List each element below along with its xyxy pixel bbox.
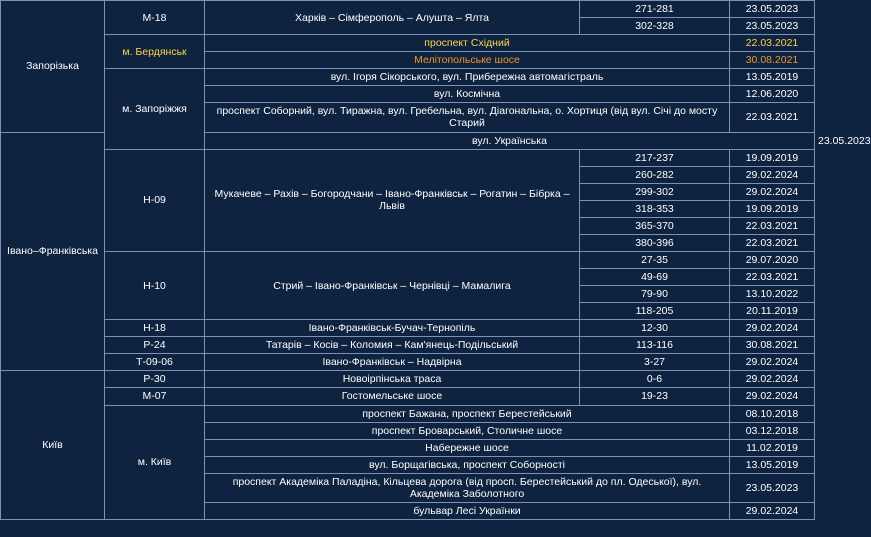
date-cell: 29.02.2024: [730, 371, 815, 388]
route-cell: М-07: [105, 388, 205, 405]
date-cell: 03.12.2018: [730, 422, 815, 439]
km-cell: 318-353: [580, 200, 730, 217]
table-row: [1, 371, 815, 388]
km-cell: 113-116: [580, 337, 730, 354]
road-name-cell: Гостомельське шосе: [205, 388, 580, 405]
road-name-cell: Івано-Франківськ-Бучач-Тернопіль: [205, 320, 580, 337]
date-cell: 13.10.2022: [730, 286, 815, 303]
table-row: [1, 69, 815, 86]
date-cell: 29.02.2024: [730, 320, 815, 337]
route-cell: Р-30: [105, 371, 205, 388]
route-cell: М-18: [105, 1, 205, 35]
table-row: [1, 354, 815, 371]
table-row: [1, 320, 815, 337]
km-cell: 302-328: [580, 18, 730, 35]
date-cell: 29.02.2024: [730, 166, 815, 183]
km-cell: 380-396: [580, 234, 730, 251]
road-name-cell: Новоірпінська траса: [205, 371, 580, 388]
road-name-cell: Мелітопольське шосе: [205, 52, 730, 69]
date-cell: 11.02.2019: [730, 439, 815, 456]
table-row: [1, 1, 815, 18]
date-cell: 22.03.2021: [730, 269, 815, 286]
road-name-cell: проспект Броварський, Столичне шосе: [205, 422, 730, 439]
km-cell: 27-35: [580, 251, 730, 268]
km-cell: 12-30: [580, 320, 730, 337]
km-cell: 217-237: [580, 149, 730, 166]
km-cell: 19-23: [580, 388, 730, 405]
table-row: [1, 405, 815, 422]
route-cell: Н-09: [105, 149, 205, 251]
date-cell: 22.03.2021: [730, 35, 815, 52]
date-cell: 29.02.2024: [730, 183, 815, 200]
table-row: [1, 337, 815, 354]
date-cell: 29.02.2024: [730, 502, 815, 519]
table-row: [1, 251, 815, 268]
region-cell: Запорізька: [1, 1, 105, 133]
date-cell: 30.08.2021: [730, 52, 815, 69]
table-row: [1, 149, 815, 166]
date-cell: 23.05.2023: [730, 473, 815, 502]
km-cell: 365-370: [580, 217, 730, 234]
date-cell: 22.03.2021: [730, 217, 815, 234]
date-cell: 29.02.2024: [730, 354, 815, 371]
km-cell: 260-282: [580, 166, 730, 183]
road-name-cell: бульвар Лесі Українки: [205, 502, 730, 519]
date-cell: 19.09.2019: [730, 149, 815, 166]
route-cell: Р-24: [105, 337, 205, 354]
km-cell: 299-302: [580, 183, 730, 200]
km-cell: 271-281: [580, 1, 730, 18]
date-cell: 30.08.2021: [730, 337, 815, 354]
route-cell: Н-18: [105, 320, 205, 337]
road-name-cell: Стрий – Івано-Франківськ – Чернівці – Мамалига: [205, 251, 580, 319]
road-name-cell: Набережне шосе: [205, 439, 730, 456]
road-name-cell: проспект Академіка Паладіна, Кільцева дорога (від просп. Берестейський до пл. Одеської), вул. Академіка Заболотного: [205, 473, 730, 502]
date-cell: 13.05.2019: [730, 69, 815, 86]
date-cell: 29.02.2024: [730, 388, 815, 405]
road-name-cell: Івано-Франківськ – Надвірна: [205, 354, 580, 371]
region-cell: Івано–Франківська: [1, 132, 105, 371]
date-cell: 12.06.2020: [730, 86, 815, 103]
date-cell: 22.03.2021: [730, 234, 815, 251]
km-cell: 3-27: [580, 354, 730, 371]
table-row: [1, 35, 815, 52]
route-cell: м. Бердянськ: [105, 35, 205, 69]
road-name-cell: проспект Соборний, вул. Тиражна, вул. Гребельна, вул. Діагональна, о. Хортиця (від вул. Січі до мосту Старий: [205, 103, 730, 132]
route-cell: м. Київ: [105, 405, 205, 519]
date-cell: 08.10.2018: [730, 405, 815, 422]
region-cell: Київ: [1, 371, 105, 520]
date-cell: 23.05.2023: [730, 1, 815, 18]
km-cell: 79-90: [580, 286, 730, 303]
date-cell: 29.07.2020: [730, 251, 815, 268]
route-cell: Т-09-06: [105, 354, 205, 371]
date-cell: 20.11.2019: [730, 303, 815, 320]
date-cell: 13.05.2019: [730, 456, 815, 473]
road-name-cell: Мукачеве – Рахів – Богородчани – Івано-Франківськ – Рогатин – Бібрка – Львів: [205, 149, 580, 251]
route-cell: м. Запоріжжя: [105, 69, 205, 149]
road-name-cell: Харків – Сімферополь – Алушта – Ялта: [205, 1, 580, 35]
road-name-cell: проспект Східний: [205, 35, 730, 52]
road-name-cell: вул. Борщагівська, проспект Соборності: [205, 456, 730, 473]
road-name-cell: вул. Українська: [205, 132, 815, 149]
km-cell: 118-205: [580, 303, 730, 320]
route-cell: Н-10: [105, 251, 205, 319]
table-row: Івано–Франківська вул. Українська 23.05.2023: [1, 132, 815, 149]
km-cell: 0-6: [580, 371, 730, 388]
date-cell: 23.05.2023: [730, 18, 815, 35]
road-name-cell: Татарів – Косів – Коломия – Кам'янець-Подільський: [205, 337, 580, 354]
km-cell: 49-69: [580, 269, 730, 286]
road-name-cell: проспект Бажана, проспект Берестейський: [205, 405, 730, 422]
road-name-cell: вул. Космічна: [205, 86, 730, 103]
table-row: [1, 388, 815, 405]
date-cell: 22.03.2021: [730, 103, 815, 132]
date-cell: 19.09.2019: [730, 200, 815, 217]
road-name-cell: вул. Ігоря Сікорського, вул. Прибережна автомагістраль: [205, 69, 730, 86]
